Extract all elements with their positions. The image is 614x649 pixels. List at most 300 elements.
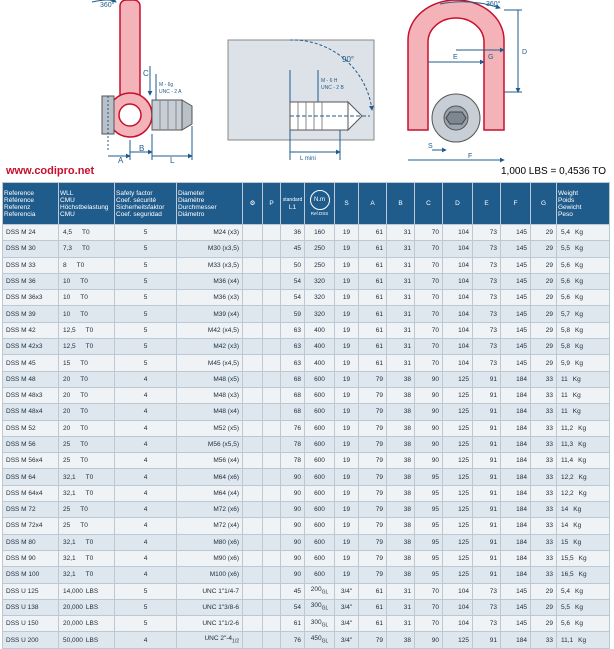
cell-c-c: 90 <box>431 636 439 644</box>
cell-empty-p <box>263 485 281 501</box>
cell-c-c: 90 <box>431 408 439 416</box>
cell-torque-nm: 600 <box>314 408 325 416</box>
cell-diameter-dia: M33 (x3,5) <box>207 261 239 269</box>
cell-b <box>387 387 415 403</box>
cell-f-f: 145 <box>516 278 527 286</box>
cell-b-b: 38 <box>403 441 411 448</box>
cell-safety-factor <box>115 371 177 387</box>
cell-d-d: 125 <box>458 473 469 481</box>
cell-g-g: 29 <box>545 359 553 367</box>
cell-l1 <box>281 371 305 387</box>
cell-l1-l1: 90 <box>293 473 301 481</box>
cell-weight-w: 5,5 <box>561 245 571 253</box>
header-wll-fr: CMU <box>60 196 75 204</box>
cell-c-c: 95 <box>431 506 439 514</box>
cell-safety-factor-sf: 5 <box>143 278 148 286</box>
dim-l-mini-label: L mini <box>300 156 316 162</box>
cell-weight <box>557 502 610 518</box>
cell-a <box>359 387 387 403</box>
cell-a <box>359 583 387 599</box>
cell-diameter <box>177 257 243 273</box>
cell-c-c: 70 <box>431 326 439 334</box>
cell-weight-wu: Kg <box>578 424 587 432</box>
cell-empty-p <box>263 436 281 452</box>
cell-c-c: 70 <box>431 359 439 367</box>
cell-wll-unit: T0 <box>85 473 94 481</box>
cell-a-a: 61 <box>375 603 383 611</box>
header-diameter-en: Diameter <box>178 189 205 197</box>
cell-a-a: 61 <box>375 620 383 628</box>
cell-empty-icon <box>243 355 263 371</box>
cell-d-d: 125 <box>458 636 469 644</box>
cell-safety-factor-sf: 4 <box>143 522 148 530</box>
cell-reference-ref: DSS M 48 <box>6 375 36 383</box>
cell-empty-p <box>263 322 281 338</box>
cell-b <box>387 534 415 550</box>
cell-diameter-dia: M80 (x6) <box>213 538 239 546</box>
cell-s-s: 19 <box>342 489 351 497</box>
cell-safety-factor <box>115 485 177 501</box>
cell-s-s: 3/4" <box>340 620 353 628</box>
cell-empty-p <box>263 387 281 403</box>
cell-f <box>501 387 531 403</box>
header-wll-en: WLL <box>60 189 74 197</box>
cell-diameter-dia: M39 (x4) <box>213 310 239 318</box>
cell-g-g: 33 <box>545 392 553 400</box>
cell-g <box>531 387 557 403</box>
cell-g-g: 33 <box>545 408 553 416</box>
cell-c <box>415 502 443 518</box>
cell-reference <box>3 453 59 469</box>
table-row <box>3 225 610 241</box>
cell-empty-p <box>263 583 281 599</box>
table-row <box>3 567 610 583</box>
cell-f-f: 145 <box>516 603 527 611</box>
cell-l1 <box>281 567 305 583</box>
cell-c-c: 90 <box>431 457 439 465</box>
cell-weight-w: 11 <box>561 392 568 400</box>
cell-torque-nm: 600 <box>314 392 325 400</box>
cell-d <box>443 355 473 371</box>
cell-c <box>415 371 443 387</box>
cell-diameter <box>177 225 243 241</box>
cell-s <box>335 355 359 371</box>
cell-wll-wll: 32,1 <box>63 555 76 563</box>
cell-l1-l1: 78 <box>293 457 301 465</box>
cell-safety-factor-sf: 5 <box>143 587 148 595</box>
cell-s <box>335 257 359 273</box>
cell-diameter-dia: M100 (x6) <box>209 571 239 579</box>
cell-wll-wll: 4,5 <box>63 229 73 237</box>
cell-wll-unit: LBS <box>85 603 99 611</box>
cell-weight-w: 11 <box>561 408 568 416</box>
cell-c-c: 70 <box>431 229 439 237</box>
dim-f-label: F <box>468 153 473 160</box>
header-safety-en: Safety factor <box>116 189 153 197</box>
cell-empty-p <box>263 257 281 273</box>
cell-wll-unit: T0 <box>80 424 88 432</box>
cell-l1 <box>281 469 305 485</box>
cell-g-g: 33 <box>545 473 553 481</box>
cell-b-b: 31 <box>403 278 411 286</box>
cell-wll <box>59 355 115 371</box>
cell-diameter <box>177 404 243 420</box>
cell-torque <box>305 567 335 583</box>
cell-diameter-dia_sub: 1/2 <box>232 638 239 645</box>
cell-c-c: 95 <box>431 473 439 481</box>
cell-weight-w: 5,8 <box>561 326 571 334</box>
cell-empty-p <box>263 420 281 436</box>
cell-f <box>501 550 531 566</box>
cell-a-a: 61 <box>375 229 383 237</box>
cell-empty-icon <box>243 290 263 306</box>
table-row <box>3 469 610 485</box>
cell-g <box>531 616 557 632</box>
cell-weight-wu: Kg <box>575 343 583 351</box>
cell-a <box>359 420 387 436</box>
cell-diameter-dia: M64 (x4) <box>213 489 239 497</box>
cell-c <box>415 241 443 257</box>
cell-f-f: 184 <box>516 457 527 465</box>
website-link[interactable]: www.codipro.net <box>6 165 95 177</box>
cell-c <box>415 420 443 436</box>
cell-d <box>443 404 473 420</box>
cell-reference <box>3 518 59 534</box>
cell-wll <box>59 273 115 289</box>
cell-g-g: 33 <box>545 375 553 383</box>
cell-torque-nm: 450 <box>310 634 322 642</box>
cell-e <box>473 502 501 518</box>
cell-torque <box>305 339 335 355</box>
cell-wll-wll: 32,1 <box>63 489 76 497</box>
cell-b <box>387 225 415 241</box>
cell-d <box>443 290 473 306</box>
cell-s <box>335 550 359 566</box>
col-d <box>443 183 473 225</box>
cell-d <box>443 502 473 518</box>
cell-d-d: 104 <box>458 620 469 628</box>
cell-torque-nm: 600 <box>314 424 325 432</box>
torque-icon <box>310 190 330 210</box>
cell-l1-l1: 63 <box>293 343 301 351</box>
cell-reference-ref: DSS M 90 <box>6 555 36 563</box>
cell-f <box>501 469 531 485</box>
cell-weight-w: 16,5 <box>561 571 574 579</box>
cell-l1 <box>281 485 305 501</box>
cell-diameter <box>177 469 243 485</box>
header-reference-de: Referenz <box>4 203 31 211</box>
cell-weight <box>557 355 610 371</box>
cell-reference-ref: DSS M 24 <box>6 229 36 237</box>
cell-empty-icon <box>243 534 263 550</box>
cell-wll-wll: 32,1 <box>63 571 76 579</box>
cell-weight <box>557 241 610 257</box>
cell-wll <box>59 469 115 485</box>
cell-l1-l1: 61 <box>293 620 301 628</box>
cell-g-g: 29 <box>545 294 553 302</box>
header-standard: standard <box>282 196 303 203</box>
cell-diameter-dia: M52 (x5) <box>213 424 239 432</box>
cell-wll-unit: T0 <box>80 408 88 416</box>
cell-reference-ref: DSS M 42 <box>6 326 36 334</box>
cell-wll-wll: 32,1 <box>63 538 76 546</box>
cell-l1-l1: 50 <box>293 261 301 269</box>
cell-diameter-dia: M24 (x3) <box>213 229 239 237</box>
cell-l1 <box>281 436 305 452</box>
cell-weight-wu: Kg <box>578 555 587 563</box>
table-row <box>3 599 610 615</box>
cell-c-c: 70 <box>431 310 439 318</box>
cell-d <box>443 241 473 257</box>
cell-g-g: 29 <box>545 620 553 628</box>
cell-reference <box>3 436 59 452</box>
cell-s <box>335 371 359 387</box>
cell-weight-wu: Kg <box>575 587 583 595</box>
cell-safety-factor-sf: 5 <box>143 620 148 628</box>
cell-d <box>443 583 473 599</box>
cell-diameter <box>177 322 243 338</box>
cell-torque <box>305 322 335 338</box>
cell-a-a: 79 <box>375 424 383 432</box>
cell-wll-unit: LBS <box>85 636 99 644</box>
dim-a-label: A <box>118 156 124 165</box>
cell-weight <box>557 550 610 566</box>
cell-g-g: 33 <box>545 506 553 514</box>
cell-a <box>359 241 387 257</box>
cell-l1 <box>281 306 305 322</box>
cell-b <box>387 453 415 469</box>
dim-b-label: B <box>139 144 145 153</box>
cell-empty-icon <box>243 387 263 403</box>
cell-l1-l1: 54 <box>293 278 301 286</box>
cell-b <box>387 518 415 534</box>
cell-d-d: 104 <box>458 245 469 253</box>
cell-c <box>415 257 443 273</box>
cell-d-d: 104 <box>458 310 469 318</box>
cell-torque <box>305 469 335 485</box>
cell-reference <box>3 502 59 518</box>
cell-e <box>473 225 501 241</box>
cell-torque <box>305 257 335 273</box>
cell-wll <box>59 387 115 403</box>
cell-b-b: 31 <box>403 359 411 367</box>
cell-d-d: 104 <box>458 359 469 367</box>
table-row <box>3 485 610 501</box>
cell-l1-l1: 59 <box>293 310 301 318</box>
cell-g <box>531 502 557 518</box>
cell-d <box>443 420 473 436</box>
cell-s <box>335 420 359 436</box>
cell-diameter <box>177 583 243 599</box>
cell-b <box>387 550 415 566</box>
cell-d <box>443 550 473 566</box>
cell-weight-w: 15,5 <box>561 555 574 563</box>
cell-c-c: 95 <box>431 489 439 497</box>
cell-wll <box>59 371 115 387</box>
cell-wll <box>59 502 115 518</box>
cell-weight <box>557 436 610 452</box>
cell-s-s: 19 <box>342 245 351 253</box>
cell-s-s: 19 <box>342 261 351 269</box>
cell-c-c: 70 <box>431 245 439 253</box>
cell-b <box>387 583 415 599</box>
cell-weight-w: 5,5 <box>561 603 571 611</box>
cell-weight-wu: Kg <box>575 261 583 269</box>
cell-torque-nm: 250 <box>314 261 325 269</box>
cell-g <box>531 257 557 273</box>
cell-reference <box>3 404 59 420</box>
cell-l1-l1: 90 <box>293 538 301 546</box>
cell-torque <box>305 290 335 306</box>
cell-f <box>501 616 531 632</box>
cell-weight-w: 5,6 <box>561 620 571 628</box>
cell-a-a: 79 <box>375 392 383 400</box>
cell-empty-p <box>263 534 281 550</box>
cell-d-d: 104 <box>458 603 469 611</box>
cell-wll <box>59 306 115 322</box>
cell-s <box>335 290 359 306</box>
cell-a <box>359 518 387 534</box>
cell-g <box>531 306 557 322</box>
cell-f <box>501 290 531 306</box>
cell-c <box>415 599 443 615</box>
cell-d <box>443 599 473 615</box>
cell-safety-factor-sf: 4 <box>143 424 148 432</box>
cell-d <box>443 225 473 241</box>
product-table <box>2 182 610 649</box>
cell-d <box>443 518 473 534</box>
cell-c <box>415 550 443 566</box>
header-diameter-fr: Diamètre <box>178 196 205 204</box>
cell-diameter-dia: UNC 1"3/8-6 <box>202 603 239 611</box>
cell-s-s: 19 <box>342 278 351 286</box>
col-weight-line: Weight <box>558 189 579 197</box>
cell-s <box>335 453 359 469</box>
dim-l-label: L <box>170 156 175 165</box>
cell-empty-icon <box>243 469 263 485</box>
cell-safety-factor-sf: 5 <box>143 261 148 269</box>
cell-b <box>387 257 415 273</box>
cell-a-a: 79 <box>375 555 383 563</box>
cell-empty-icon <box>243 567 263 583</box>
cell-safety-factor-sf: 5 <box>143 343 148 351</box>
cell-weight-w: 14 <box>561 506 569 514</box>
cell-empty-p <box>263 306 281 322</box>
col-b <box>387 183 415 225</box>
cell-weight-w: 11 <box>561 375 568 383</box>
cell-g <box>531 371 557 387</box>
cell-d-d: 125 <box>458 489 469 497</box>
cell-wll-unit: T0 <box>85 343 94 351</box>
cell-torque <box>305 420 335 436</box>
cell-s <box>335 567 359 583</box>
cell-b <box>387 420 415 436</box>
cell-torque-nm_sub: GL <box>321 605 329 612</box>
cell-safety-factor <box>115 290 177 306</box>
cell-a-a: 61 <box>375 587 383 595</box>
cell-torque <box>305 436 335 452</box>
cell-empty-icon <box>243 371 263 387</box>
cell-reference <box>3 583 59 599</box>
cell-e-e: 91 <box>489 424 497 432</box>
cell-reference <box>3 339 59 355</box>
cell-g-g: 29 <box>545 587 553 595</box>
cell-wll <box>59 550 115 566</box>
cell-d <box>443 616 473 632</box>
cell-l1 <box>281 616 305 632</box>
table-row <box>3 387 610 403</box>
cell-safety-factor <box>115 339 177 355</box>
cell-safety-factor-sf: 4 <box>143 538 148 546</box>
cell-a-a: 79 <box>375 571 383 579</box>
cell-e <box>473 387 501 403</box>
cell-e <box>473 339 501 355</box>
cell-s <box>335 518 359 534</box>
cell-torque-nm: 600 <box>314 506 325 514</box>
cell-safety-factor <box>115 225 177 241</box>
cell-l1 <box>281 420 305 436</box>
cell-weight-w: 11,2 <box>561 424 574 432</box>
cell-reference <box>3 550 59 566</box>
cell-wll-unit: LBS <box>85 620 99 628</box>
cell-s <box>335 599 359 615</box>
cell-wll <box>59 290 115 306</box>
cell-weight-wu: Kg <box>578 473 587 481</box>
cell-c-c: 70 <box>431 620 439 628</box>
cell-wll-wll: 12,5 <box>63 343 76 351</box>
cell-empty-icon <box>243 599 263 615</box>
cell-g <box>531 469 557 485</box>
cell-l1-l1: 68 <box>293 375 301 383</box>
cell-empty-p <box>263 290 281 306</box>
cell-empty-p <box>263 355 281 371</box>
cell-f <box>501 306 531 322</box>
cell-d <box>443 453 473 469</box>
cell-wll-wll: 10 <box>63 294 71 302</box>
cell-g-g: 29 <box>545 278 553 286</box>
thread-label-left-1: M - 6g <box>159 82 174 88</box>
cell-weight <box>557 420 610 436</box>
cell-wll <box>59 518 115 534</box>
cell-f-f: 145 <box>516 294 527 302</box>
cell-torque <box>305 599 335 615</box>
cell-b-b: 31 <box>403 326 411 334</box>
cell-safety-factor <box>115 567 177 583</box>
header-e: E <box>484 200 489 207</box>
header-c: C <box>426 200 431 207</box>
cell-a <box>359 599 387 615</box>
cell-c-c: 95 <box>431 522 439 530</box>
cell-d-d: 104 <box>458 229 469 237</box>
cell-diameter-dia: M72 (x4) <box>213 522 239 530</box>
cell-weight-w: 15 <box>561 538 569 546</box>
cell-wll <box>59 225 115 241</box>
cell-weight-wu: Kg <box>572 408 581 416</box>
cell-d-d: 104 <box>458 587 469 595</box>
cell-reference-ref: DSS M 30 <box>6 245 36 253</box>
cell-wll-unit: T0 <box>85 571 94 579</box>
cell-torque-nm: 200 <box>310 586 322 594</box>
cell-f <box>501 599 531 615</box>
header-reference-es: Referencia <box>4 210 36 218</box>
cell-wll-wll: 20 <box>63 424 71 432</box>
cell-e <box>473 436 501 452</box>
cell-l1 <box>281 550 305 566</box>
cell-torque <box>305 616 335 632</box>
cell-f-f: 184 <box>516 571 527 579</box>
header-diameter-es: Diámetro <box>178 210 205 218</box>
cell-wll <box>59 453 115 469</box>
